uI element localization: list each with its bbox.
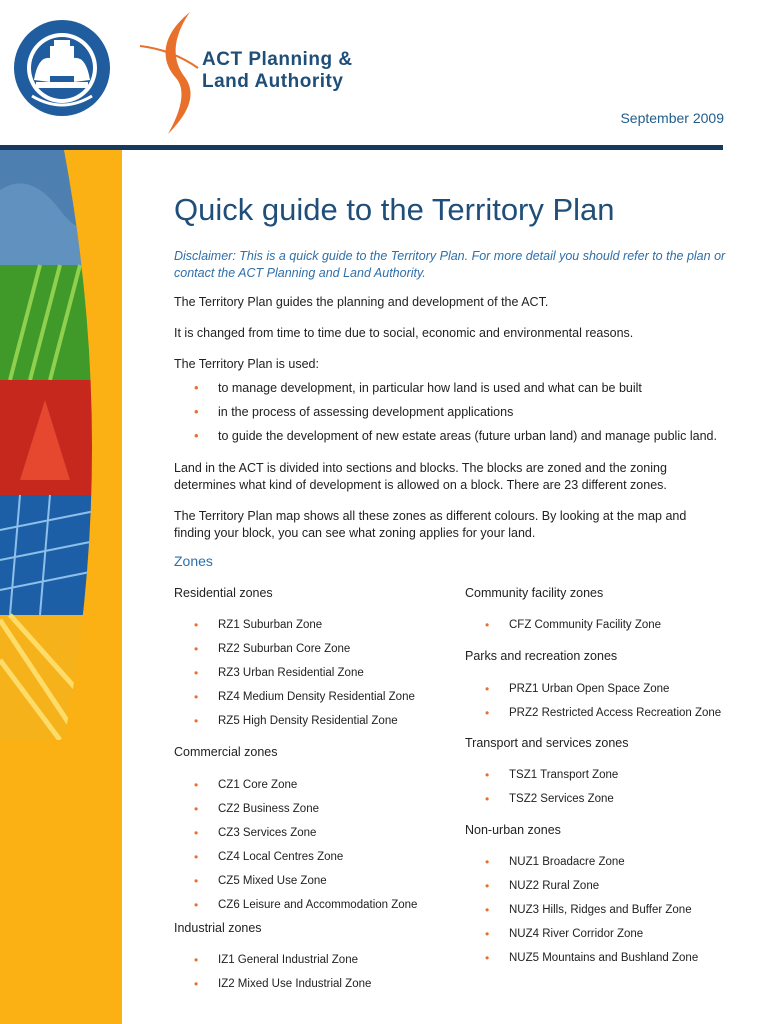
parks-zones-title: Parks and recreation zones [465,649,618,663]
zones-heading: Zones [174,553,213,569]
nonurban-zones-list [465,850,698,970]
list-item: • to guide the development of new estate areas (future urban land) and manage public land. [174,424,734,448]
parks-zones-list [465,677,721,725]
photo-collage-image [0,150,100,740]
list-item: • RZ4 Medium Density Residential Zone [174,685,415,709]
map-paragraph: The Territory Plan map shows all these zones as different colours. By looking at the map and finding your block, you can see what zoning applies for your land. [174,509,687,540]
list-item: • CZ6 Leisure and Accommodation Zone [174,893,417,917]
page-title: Quick guide to the Territory Plan [174,192,615,227]
list-item: • CFZ Community Facility Zone [465,613,661,637]
list-item: • IZ2 Mixed Use Industrial Zone [174,972,371,996]
list-item: • CZ4 Local Centres Zone [174,845,417,869]
act-government-crest-icon [12,18,112,118]
disclaimer: Disclaimer: This is a quick guide to the Territory Plan. For more detail you should refer to the plan or contact the ACT Planning and Land Authority. [174,249,726,280]
list-item: • NUZ3 Hills, Ridges and Buffer Zone [465,898,698,922]
community-zones-list [465,613,661,637]
list-item: • RZ3 Urban Residential Zone [174,661,415,685]
transport-zones-title: Transport and services zones [465,736,629,750]
list-item: • RZ5 High Density Residential Zone [174,709,415,733]
intro-paragraph: The Territory Plan guides the planning and development of the ACT. [174,295,549,309]
list-item: • NUZ2 Rural Zone [465,874,698,898]
commercial-zones-title: Commercial zones [174,745,278,759]
blocks-paragraph: Land in the ACT is divided into sections and blocks. The blocks are zoned and the zoning determines what kind of development is allowed on a block. There are 23 different zones. [174,461,667,492]
commercial-zones-list [174,773,417,917]
publication-date: September 2009 [620,110,724,126]
orange-swoosh-icon [138,8,208,138]
list-item: • RZ2 Suburban Core Zone [174,637,415,661]
residential-zones-list [174,613,415,733]
list-item: • TSZ2 Services Zone [465,787,618,811]
list-item: • to manage development, in particular how land is used and what can be built [174,376,734,400]
list-item: • NUZ1 Broadacre Zone [465,850,698,874]
transport-zones-list [465,763,618,811]
list-item: • RZ1 Suburban Zone [174,613,415,637]
usage-intro: The Territory Plan is used: [174,357,319,371]
residential-zones-title: Residential zones [174,586,273,600]
list-item: • IZ1 General Industrial Zone [174,948,371,972]
main-content [174,190,726,540]
change-paragraph: It is changed from time to time due to social, economic and environmental reasons. [174,326,634,340]
industrial-zones-list [174,948,371,996]
list-item: • TSZ1 Transport Zone [465,763,618,787]
list-item: • CZ1 Core Zone [174,773,417,797]
community-zones-title: Community facility zones [465,586,604,600]
list-item: • PRZ1 Urban Open Space Zone [465,677,721,701]
org-name-line1: ACT Planning & [202,49,353,70]
list-item: • NUZ4 River Corridor Zone [465,922,698,946]
list-item: • CZ2 Business Zone [174,797,417,821]
list-item: • NUZ5 Mountains and Bushland Zone [465,946,698,970]
industrial-zones-title: Industrial zones [174,921,262,935]
list-item: • in the process of assessing development applications [174,400,734,424]
list-item: • CZ3 Services Zone [174,821,417,845]
list-item: • PRZ2 Restricted Access Recreation Zone [465,701,721,725]
list-item: • CZ5 Mixed Use Zone [174,869,417,893]
org-name [202,49,353,93]
usage-list [174,376,734,448]
nonurban-zones-title: Non-urban zones [465,823,561,837]
org-name-line2: Land Authority [202,71,344,92]
